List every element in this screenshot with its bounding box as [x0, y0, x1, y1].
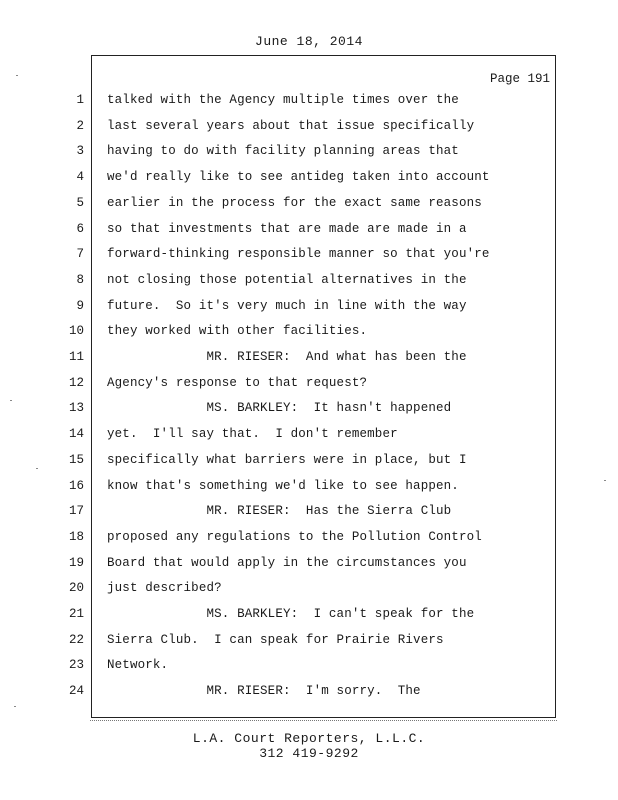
line-number: 12 [68, 376, 84, 390]
line-number: 24 [68, 684, 84, 698]
transcript-line: earlier in the process for the exact same reasons [107, 196, 482, 210]
transcript-line: so that investments that are made are made in a [107, 222, 467, 236]
transcript-line: last several years about that issue specifically [107, 119, 475, 133]
transcript-line: know that's something we'd like to see happen. [107, 479, 459, 493]
header-date: June 18, 2014 [255, 34, 363, 49]
transcript-line: future. So it's very much in line with the way [107, 299, 467, 313]
line-number: 6 [76, 222, 84, 236]
line-number: 21 [68, 607, 84, 621]
line-number: 3 [76, 144, 84, 158]
transcript-line: MS. BARKLEY: It hasn't happened [107, 401, 452, 415]
transcript-line: MR. RIESER: Has the Sierra Club [107, 504, 452, 518]
transcript-line: specifically what barriers were in place, but I [107, 453, 467, 467]
transcript-line: Network. [107, 658, 169, 672]
line-number: 16 [68, 479, 84, 493]
transcript-line: yet. I'll say that. I don't remember [107, 427, 398, 441]
transcript-line: they worked with other facilities. [107, 324, 368, 338]
line-number: 1 [76, 93, 84, 107]
line-number: 2 [76, 119, 84, 133]
transcript-line: forward-thinking responsible manner so that you're [107, 247, 490, 261]
transcript-line: Agency's response to that request? [107, 376, 368, 390]
scan-speck [36, 468, 38, 469]
line-number: 15 [68, 453, 84, 467]
footer-company: L.A. Court Reporters, L.L.C. [192, 731, 426, 746]
footer-phone: 312 419-9292 [259, 746, 359, 761]
line-number: 4 [76, 170, 84, 184]
transcript-line: not closing those potential alternatives in the [107, 273, 467, 287]
line-number: 5 [76, 196, 84, 210]
line-number: 20 [68, 581, 84, 595]
transcript-line: Board that would apply in the circumstances you [107, 556, 467, 570]
transcript-line: MR. RIESER: And what has been the [107, 350, 467, 364]
line-number: 19 [68, 556, 84, 570]
transcript-line: Sierra Club. I can speak for Prairie Rivers [107, 633, 444, 647]
line-number: 7 [76, 247, 84, 261]
transcript-line: talked with the Agency multiple times over the [107, 93, 459, 107]
scan-speck [604, 480, 606, 481]
scan-speck [10, 400, 12, 401]
page-number: Page 191 [489, 72, 550, 86]
transcript-line: we'd really like to see antideg taken into account [107, 170, 490, 184]
line-number: 17 [68, 504, 84, 518]
transcript-line: MR. RIESER: I'm sorry. The [107, 684, 421, 698]
line-number: 11 [68, 350, 84, 364]
line-number: 13 [68, 401, 84, 415]
line-number: 10 [68, 324, 84, 338]
line-number: 22 [68, 633, 84, 647]
transcript-line: proposed any regulations to the Pollution Control [107, 530, 482, 544]
transcript-line: having to do with facility planning areas that [107, 144, 459, 158]
line-number: 18 [68, 530, 84, 544]
line-number: 9 [76, 299, 84, 313]
scan-speck [14, 706, 16, 707]
scan-speck [16, 75, 18, 76]
transcript-line: just described? [107, 581, 222, 595]
line-number: 23 [68, 658, 84, 672]
line-number: 8 [76, 273, 84, 287]
line-number: 14 [68, 427, 84, 441]
transcript-line: MS. BARKLEY: I can't speak for the [107, 607, 475, 621]
